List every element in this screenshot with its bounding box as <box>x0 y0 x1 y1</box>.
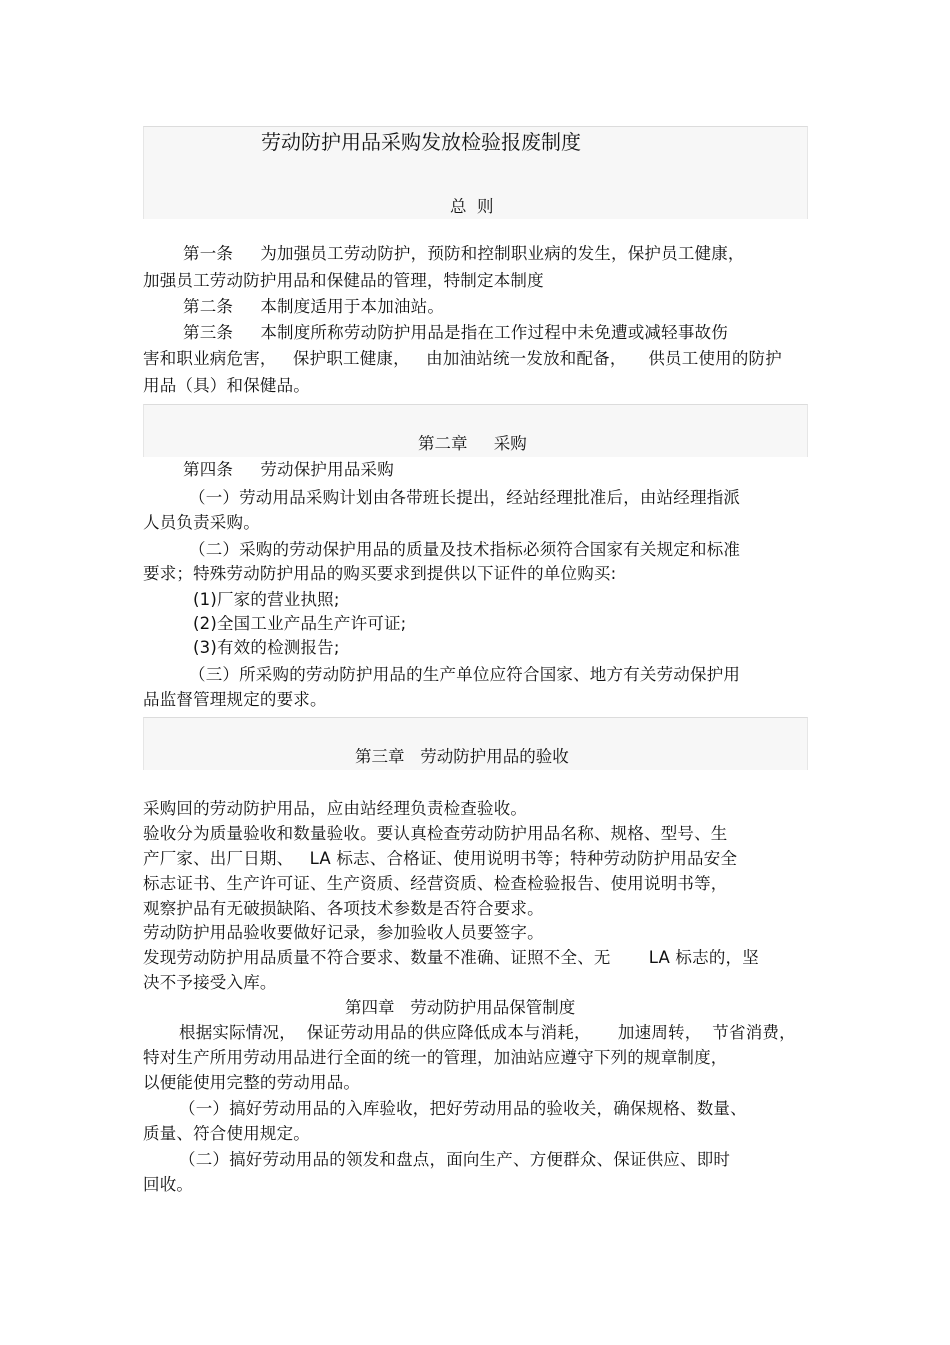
text-line: 回收。 <box>143 1175 194 1194</box>
text-line: 加强员工劳动防护用品和保健品的管理，特制定本制度 <box>143 271 544 290</box>
text-line: 第一条 为加强员工劳动防护，预防和控制职业病的发生，保护员工健康， <box>183 244 745 263</box>
general-heading: 总 则 <box>450 197 494 216</box>
text-line: （二）搞好劳动用品的领发和盘点，面向生产、方便群众、保证供应、即时 <box>179 1150 731 1169</box>
text-line: 品监督管理规定的要求。 <box>143 690 327 709</box>
text-line: 特对生产所用劳动用品进行全面的统一的管理，加油站应遵守下列的规章制度， <box>143 1048 728 1067</box>
chapter3-heading: 第三章 劳动防护用品的验收 <box>355 747 569 766</box>
text-line: （二）采购的劳动保护用品的质量及技术指标必须符合国家有关规定和标准 <box>189 540 741 559</box>
document-title: 劳动防护用品采购发放检验报废制度 <box>261 130 581 154</box>
text-line: 根据实际情况， 保证劳动用品的供应降低成本与消耗， 加速周转， 节省消费， <box>179 1023 796 1042</box>
text-line: 产厂家、出厂日期、 LA 标志、合格证、使用说明书等；特种劳动防护用品安全 <box>143 849 738 868</box>
text-line: 决不予接受入库。 <box>143 973 277 992</box>
text-line: 以便能使用完整的劳动用品。 <box>143 1073 361 1092</box>
text-line: 第二条 本制度适用于本加油站。 <box>183 297 445 316</box>
text-line: 验收分为质量验收和数量验收。要认真检查劳动防护用品名称、规格、型号、生 <box>143 824 728 843</box>
text-line: (1)厂家的营业执照; <box>193 590 340 609</box>
text-line: （三）所采购的劳动防护用品的生产单位应符合国家、地方有关劳动保护用 <box>189 665 741 684</box>
text-line: 劳动防护用品验收要做好记录，参加验收人员要签字。 <box>143 923 544 942</box>
text-line: 观察护品有无破损缺陷、各项技术参数是否符合要求。 <box>143 899 544 918</box>
text-line: (2)全国工业产品生产许可证; <box>193 614 407 633</box>
text-line: 标志证书、生产许可证、生产资质、经营资质、检查检验报告、使用说明书等， <box>143 874 728 893</box>
text-line: 第三条 本制度所称劳动防护用品是指在工作过程中未免遭或减轻事故伤 <box>183 323 728 342</box>
text-line: 害和职业病危害， 保护职工健康， 由加油站统一发放和配备， 供员工使用的防护 <box>143 349 782 368</box>
text-line: 采购回的劳动防护用品，应由站经理负责检查验收。 <box>143 799 528 818</box>
text-line: 要求；特殊劳动防护用品的购买要求到提供以下证件的单位购买: <box>143 564 617 583</box>
chapter4-heading: 第四章 劳动防护用品保管制度 <box>345 998 576 1017</box>
text-line: 人员负责采购。 <box>143 513 260 532</box>
chapter2-heading: 第二章 采购 <box>418 434 527 453</box>
text-line: （一）搞好劳动用品的入库验收，把好劳动用品的验收关，确保规格、数量、 <box>179 1099 747 1118</box>
text-line: 第四条 劳动保护用品采购 <box>183 460 394 479</box>
text-line: （一）劳动用品采购计划由各带班长提出，经站经理批准后，由站经理指派 <box>189 488 741 507</box>
text-line: 质量、符合使用规定。 <box>143 1124 310 1143</box>
text-line: 用品（具）和保健品。 <box>143 376 310 395</box>
text-line: 发现劳动防护用品质量不符合要求、数量不准确、证照不全、无 LA 标志的，坚 <box>143 948 759 967</box>
text-line: (3)有效的检测报告; <box>193 638 340 657</box>
